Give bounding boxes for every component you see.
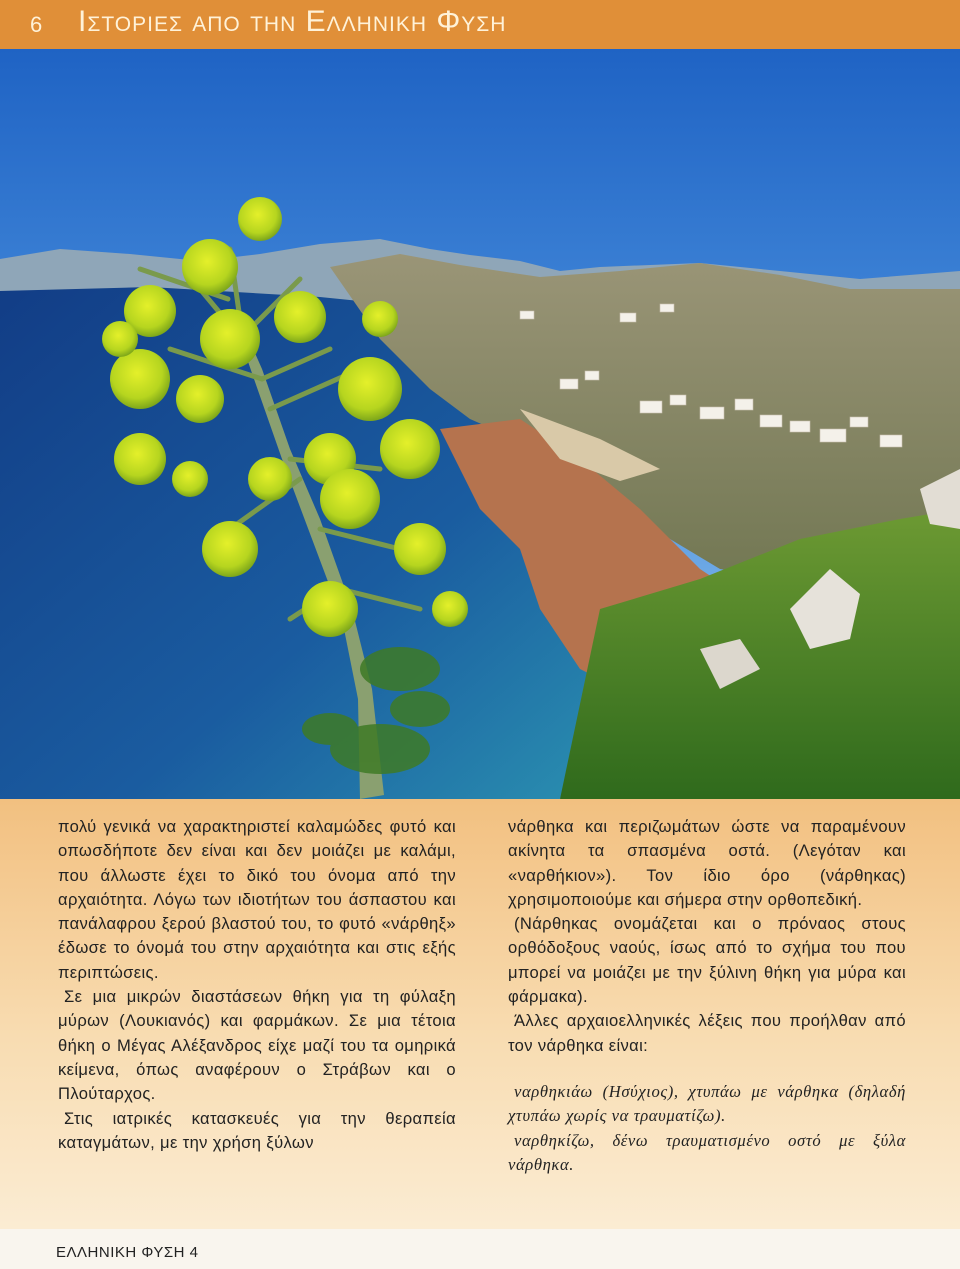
running-title bbox=[78, 5, 506, 39]
left-paragraph-1: πολύ γενικά να χαρακτηριστεί καλαμώδες φυτό και οπωσδήποτε δεν είναι και δεν μοιάζει με καλάμι, που άλλωστε έχει το δικό του όνομα από την αρχαιότητα. Λόγω των ιδιοτήτων του άσπαστου και πανάλαφρου ξερού βλαστού του, το φυτό «νάρθηξ» έδωσε το όνομά του στην αρχαιότητα και στις εξής περιπτώσεις. bbox=[58, 817, 456, 982]
running-title-text: Ιστοριες απο την Ελληνικη Φυση bbox=[78, 5, 507, 38]
left-paragraph-2: Σε μια μικρών διαστάσεων θήκη για τη φύλαξη μύρων (Λουκιανός) και φαρμάκων. Σε μια τέτοια θήκη ο Μέγας Αλέξανδρος είχε μαζί του τα ομηρικά κείμενα, όπως αναφέρουν ο Στράβων και ο Πλούταρχος. bbox=[58, 987, 456, 1104]
right-column bbox=[508, 815, 906, 1177]
etymology-2: ναρθηκίζω, δένω τραυματισμένο οστό με ξύλα νάρθηκα. bbox=[508, 1130, 906, 1174]
landscape-photo bbox=[0, 49, 960, 799]
left-paragraph-3: Στις ιατρικές κατασκευές για την θεραπεία καταγμάτων, με την χρήση ξύλων bbox=[58, 1108, 456, 1152]
right-paragraph-2: (Νάρθηκας ονομάζεται και ο πρόναος στους ορθόδοξους ναούς, ίσως από το σχήμα του που μπορεί να μοιάζει με την ξύλινη θήκη για μύρα και φάρμακα). bbox=[508, 914, 906, 1007]
giant-fennel-illustration bbox=[0, 49, 960, 799]
right-paragraph-3: Άλλες αρχαιοελληνικές λέξεις που προήλθαν από τον νάρθηκα είναι: bbox=[508, 1011, 906, 1055]
page-header bbox=[0, 0, 960, 51]
left-column bbox=[58, 815, 456, 1155]
footer-label: ΕΛΛΗΝΙΚΗ ΦΥΣΗ 4 bbox=[56, 1244, 199, 1261]
right-paragraph-1: νάρθηκα και περιζωμάτων ώστε να παραμένουν ακίνητα τα σπασμένα οστά. (Λεγόταν και «ναρθήκιον»). Τον ίδιο όρο (νάρθηκας) χρησιμοποιούμε και σήμερα στην ορθοπεδική. bbox=[508, 817, 906, 909]
page-number: 6 bbox=[30, 12, 43, 37]
etymology-1: ναρθηκιάω (Ησύχιος), χτυπάω με νάρθηκα (δηλαδή χτυπάω χωρίς να τραυματίζω). bbox=[508, 1081, 906, 1126]
